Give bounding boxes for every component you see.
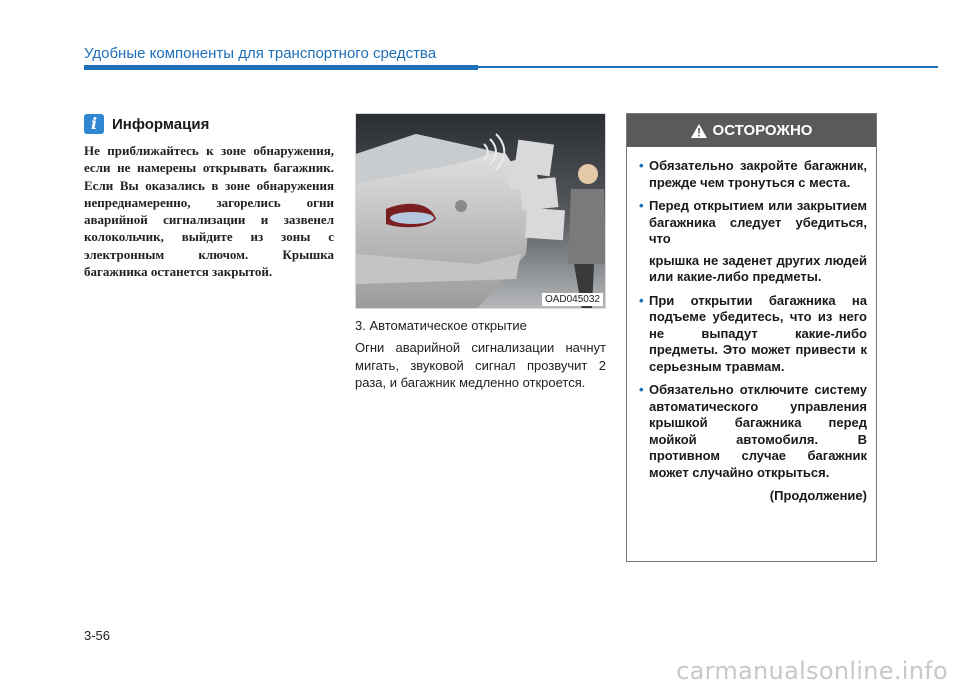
- warning-title: ОСТОРОЖНО: [712, 122, 813, 139]
- watermark: carmanualsonline.info: [676, 657, 948, 685]
- bullet-icon: •: [639, 158, 644, 173]
- warning-box: [626, 113, 877, 562]
- image-code: OAD045032: [542, 293, 603, 306]
- continued-label: (Продолжение): [769, 488, 867, 503]
- warning-item: • Обязательно закройте багажник, прежде чем тронуться с места.: [639, 158, 867, 190]
- section-title: Удобные компоненты для транспортного средства: [84, 45, 437, 62]
- bullet-icon: •: [639, 292, 644, 308]
- warning-item: • При открытии багажника на подъеме убедитесь, что из него не выпадут какие-либо предметы. Это может привести к серьезным травмам.: [639, 292, 867, 374]
- trunk-illustration: [355, 113, 606, 309]
- warning-header: [627, 114, 876, 147]
- warning-item: • Обязательно отключите систему автоматического управления крышкой багажника перед мойкой автомобиля. В противном случае багажник может случайно открыться.: [639, 382, 867, 480]
- step-description: Огни аварийной сигнализации начнут мигать, звуковой сигнал прозвучит 2 раза, и багажник медленно откроется.: [355, 340, 606, 390]
- warning-triangle-icon: [691, 124, 707, 138]
- info-header: [84, 114, 334, 134]
- step-caption: 3. Автоматическое открытие: [355, 318, 527, 333]
- info-icon: i: [84, 114, 104, 134]
- bullet-icon: •: [639, 198, 644, 213]
- info-box: [84, 114, 334, 280]
- info-title: Информация: [112, 115, 210, 133]
- car-trunk-drawing: [356, 114, 606, 309]
- warning-item: • Перед открытием или закрытием багажника следует убедиться, что крышка не заденет других людей или какие-либо предметы.: [639, 198, 867, 284]
- header-rule-accent: [84, 65, 478, 70]
- warning-body: [627, 147, 876, 503]
- warning-item-continuation: крышка не заденет других людей или какие-либо предметы.: [649, 252, 867, 284]
- page-number: 3-56: [84, 628, 111, 643]
- bullet-icon: •: [639, 382, 644, 397]
- info-text: Не приближайтесь к зоне обнаружения, если не намерены открывать багажник. Если Вы оказались в зоне обнаружения непреднамеренно, загорелись огни аварийной сигнализации и зазвенел колокольчик, выйдите из зоны с электронным ключом. Крышка багажника останется закрытой.: [84, 143, 334, 280]
